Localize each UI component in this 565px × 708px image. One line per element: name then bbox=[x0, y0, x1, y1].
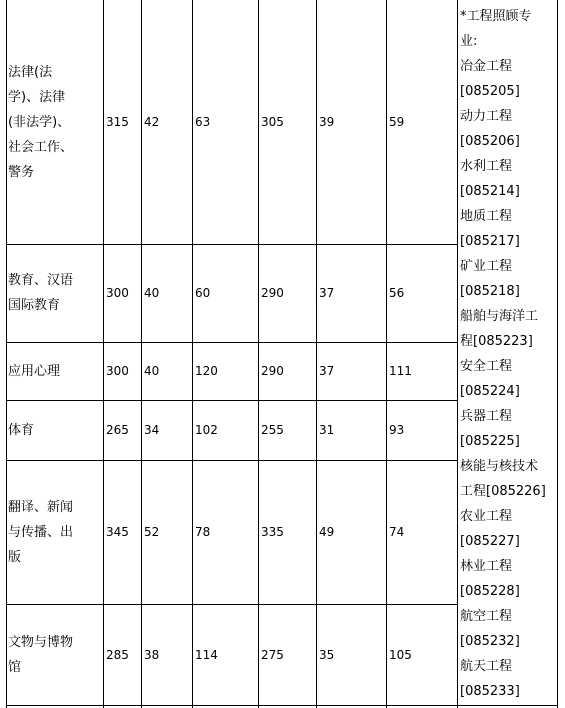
grid-line bbox=[141, 0, 142, 708]
score-cell: 275 bbox=[261, 647, 284, 662]
note-line: 林业工程 bbox=[460, 559, 513, 574]
note-line: 航空工程 bbox=[460, 609, 513, 624]
grid-line bbox=[103, 0, 104, 708]
engineering-note bbox=[460, 4, 560, 704]
grid-line bbox=[457, 0, 458, 708]
subject-cell bbox=[8, 400, 103, 460]
score-cell: 120 bbox=[195, 364, 218, 378]
note-line: 业: bbox=[460, 34, 478, 49]
subject-cell bbox=[8, 0, 103, 244]
subject-cell bbox=[8, 460, 103, 604]
note-line: 船舶与海洋工 bbox=[460, 309, 539, 324]
subject-text: 学)、法律 bbox=[8, 89, 66, 105]
score-cell: 52 bbox=[144, 525, 160, 539]
score-cell: 34 bbox=[144, 423, 160, 437]
subject-cell bbox=[8, 342, 103, 400]
score-cell: 63 bbox=[195, 115, 211, 129]
note-line: [085218] bbox=[460, 284, 520, 299]
note-line: [085217] bbox=[460, 234, 520, 249]
score-cell: 39 bbox=[319, 115, 335, 129]
grid-line bbox=[192, 0, 193, 708]
score-cell: 40 bbox=[144, 286, 160, 300]
subject-cell bbox=[8, 604, 103, 705]
subject-text: 馆 bbox=[8, 659, 22, 675]
subject-text: 文物与博物 bbox=[8, 634, 74, 650]
note-line: 水利工程 bbox=[460, 159, 513, 174]
note-line: [085214] bbox=[460, 184, 520, 199]
subject-text: 应用心理 bbox=[8, 363, 61, 379]
score-cell: 265 bbox=[106, 423, 129, 437]
note-line: 程[085223] bbox=[460, 334, 533, 349]
note-line: [085232] bbox=[460, 634, 520, 649]
note-line: 兵器工程 bbox=[460, 409, 513, 424]
score-cell: 300 bbox=[106, 286, 129, 300]
note-line: 冶金工程 bbox=[460, 59, 513, 74]
note-line: 工程[085226] bbox=[460, 484, 546, 499]
score-cell: 49 bbox=[319, 525, 335, 539]
score-cell: 42 bbox=[144, 115, 160, 129]
score-cell: 60 bbox=[195, 286, 211, 300]
subject-text: 翻译、新闻 bbox=[8, 499, 74, 515]
score-cell: 300 bbox=[106, 364, 129, 378]
note-line: 动力工程 bbox=[460, 109, 513, 124]
score-cell: 74 bbox=[389, 525, 405, 539]
subject-text: (非法学)、 bbox=[8, 114, 71, 130]
score-cell: 35 bbox=[319, 647, 335, 662]
score-cell: 114 bbox=[195, 647, 218, 662]
note-line: 矿业工程 bbox=[460, 259, 513, 274]
score-cell: 40 bbox=[144, 364, 160, 378]
score-cell: 37 bbox=[319, 286, 335, 300]
score-cell: 93 bbox=[389, 423, 405, 437]
note-line: [085224] bbox=[460, 384, 520, 399]
subject-text: 法律(法 bbox=[8, 64, 53, 80]
score-cell: 59 bbox=[389, 115, 405, 129]
note-line: 安全工程 bbox=[460, 359, 513, 374]
score-cell: 345 bbox=[106, 525, 129, 539]
score-cell: 255 bbox=[261, 423, 284, 437]
subject-text: 版 bbox=[8, 549, 22, 565]
score-cell: 31 bbox=[319, 423, 335, 437]
grid-line bbox=[386, 0, 387, 708]
subject-text: 国际教育 bbox=[8, 298, 61, 313]
grid-line bbox=[258, 0, 259, 708]
subject-text: 教育、汉语 bbox=[8, 273, 74, 288]
subject-text: 社会工作、 bbox=[8, 139, 74, 155]
grid-line bbox=[316, 0, 317, 708]
note-line: [085228] bbox=[460, 584, 520, 599]
note-line: 航天工程 bbox=[460, 659, 513, 674]
subject-text: 警务 bbox=[8, 164, 35, 180]
score-cell: 37 bbox=[319, 364, 335, 378]
note-line: [085205] bbox=[460, 84, 520, 99]
note-line: [085233] bbox=[460, 684, 520, 699]
note-line: [085206] bbox=[460, 134, 520, 149]
score-cell: 335 bbox=[261, 525, 284, 539]
score-cell: 290 bbox=[261, 286, 284, 300]
note-line: 核能与核技术 bbox=[460, 459, 539, 474]
grid-line bbox=[6, 0, 7, 708]
note-line: 农业工程 bbox=[460, 509, 513, 524]
note-line: *工程照顾专 bbox=[460, 9, 532, 24]
score-cell: 290 bbox=[261, 364, 284, 378]
note-line: [085227] bbox=[460, 534, 520, 549]
subject-cell bbox=[8, 244, 103, 342]
subject-text: 体育 bbox=[8, 422, 35, 438]
score-cell: 56 bbox=[389, 286, 405, 300]
note-line: 地质工程 bbox=[460, 209, 513, 224]
note-line: [085225] bbox=[460, 434, 520, 449]
score-cell: 305 bbox=[261, 115, 284, 129]
score-cell: 38 bbox=[144, 647, 160, 662]
score-cell: 285 bbox=[106, 647, 129, 662]
score-cell: 78 bbox=[195, 525, 211, 539]
score-cell: 105 bbox=[389, 647, 412, 662]
score-cell: 111 bbox=[389, 364, 412, 378]
score-cell: 315 bbox=[106, 115, 129, 129]
subject-text: 与传播、出 bbox=[8, 524, 74, 540]
grid-line bbox=[6, 705, 557, 706]
score-cell: 102 bbox=[195, 423, 218, 437]
